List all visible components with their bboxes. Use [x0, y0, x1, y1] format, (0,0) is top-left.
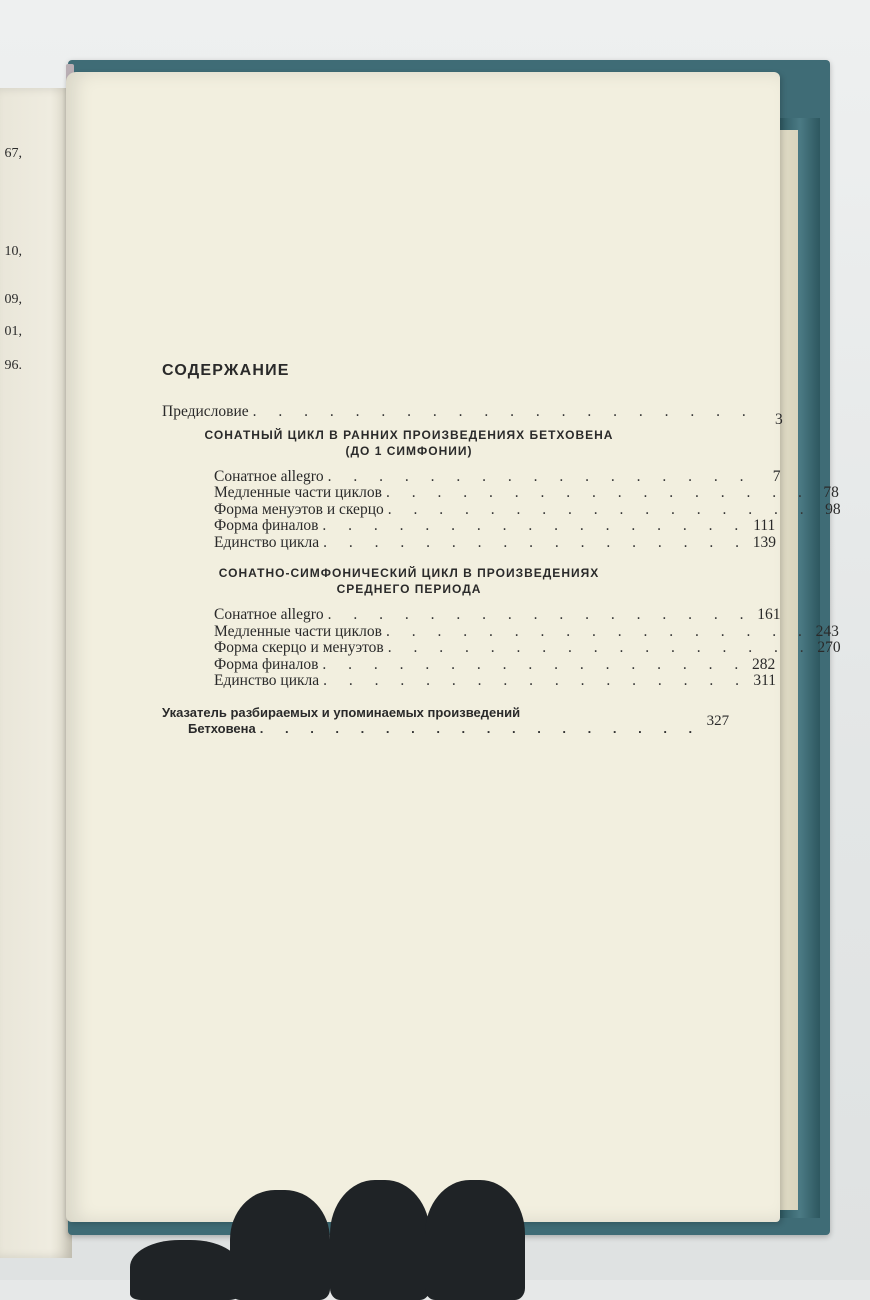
glove-finger	[425, 1180, 525, 1300]
leader-dots: . . . . . . . . . . . . . . . . .	[327, 467, 753, 485]
toc-entry-label: Форма скерцо и менуэтов	[214, 639, 384, 656]
toc-entry-label: Единство цикла	[214, 672, 320, 689]
index-title-line: Указатель разбираемых и упоминаемых произведений	[162, 704, 521, 720]
toc-entry-page: 7	[772, 467, 781, 485]
toc-entry-page: 282	[752, 655, 776, 673]
toc-entry-page: 78	[823, 484, 839, 501]
toc-entry-label: Единство цикла	[214, 533, 320, 551]
margin-number: 96.	[4, 358, 22, 373]
leader-dots: . . . . . . . . . . . . . . . . .	[385, 622, 811, 640]
toc-entry	[162, 655, 776, 674]
toc-section-middle	[162, 565, 841, 690]
section-heading	[162, 427, 656, 459]
glove-finger	[130, 1240, 240, 1300]
section-heading-line: СОНАТНО-СИМФОНИЧЕСКИЙ ЦИКЛ В ПРОИЗВЕДЕНИЯХ	[218, 566, 600, 580]
toc-entry-label: Сонатное allegro	[214, 467, 324, 485]
toc-entry-label: Форма финалов	[214, 517, 319, 534]
toc-entry-label: Предисловие	[162, 403, 249, 420]
left-facing-page	[0, 88, 72, 1258]
margin-number: 10,	[4, 244, 22, 259]
toc-entry-label: Медленные части циклов	[214, 484, 382, 501]
toc-entry	[162, 622, 839, 641]
leader-dots: . . . . . . . . . . . . . . . . . . . .	[252, 403, 755, 420]
leader-dots: . . . . . . . . . . . . . . . . .	[387, 500, 813, 518]
margin-number: 09,	[4, 292, 22, 307]
toc-entry	[162, 467, 781, 486]
table-of-contents	[162, 362, 841, 737]
section-heading	[162, 565, 656, 597]
glove-finger	[230, 1190, 330, 1300]
toc-entry	[162, 484, 839, 502]
section-heading-line: (ДО 1 СИМФОНИИ)	[345, 443, 473, 458]
toc-entry-label: Форма финалов	[214, 655, 319, 673]
toc-entry	[162, 639, 841, 657]
toc-entry-page: 161	[757, 606, 781, 623]
toc-entry-page: 311	[753, 672, 777, 689]
toc-entry-page: 98	[825, 500, 841, 518]
toc-entry-label: Бетховена	[188, 720, 256, 736]
margin-number: 01,	[4, 324, 22, 339]
toc-entry-page: 243	[815, 622, 839, 640]
toc-entry-label: Сонатное allegro	[214, 606, 324, 623]
toc-entry-preface	[162, 403, 783, 428]
leader-dots: . . . . . . . . . . . . . . . . .	[385, 484, 811, 501]
toc-title: СОДЕРЖАНИЕ	[162, 362, 290, 379]
toc-entry-page: 270	[817, 639, 841, 656]
toc-entry-label: Медленные части циклов	[214, 622, 382, 640]
toc-entry-index	[162, 704, 730, 738]
toc-entry	[162, 672, 777, 690]
toc-entry-page: 327	[706, 712, 730, 729]
section-heading-line: СОНАТНЫЙ ЦИКЛ В РАННИХ ПРОИЗВЕДЕНИЯХ БЕТХОВЕНА	[204, 427, 614, 442]
toc-entry-label: Форма менуэтов и скерцо	[214, 500, 384, 518]
toc-entry-page: 3	[775, 411, 783, 428]
toc-entry	[162, 500, 841, 519]
glove-finger	[330, 1180, 430, 1300]
leader-dots: . . . . . . . . . . . . . . . . .	[323, 672, 749, 689]
leader-dots: . . . . . . . . . . . . . . . . .	[327, 606, 753, 623]
toc-section-early	[162, 427, 841, 552]
section-heading-line: СРЕДНЕГО ПЕРИОДА	[336, 582, 482, 596]
margin-number: 67,	[4, 146, 22, 161]
toc-entry-page: 111	[753, 517, 776, 534]
leader-dots: . . . . . . . . . . . . . . . . .	[322, 517, 748, 534]
toc-entry	[162, 606, 781, 624]
toc-entry-page: 139	[752, 533, 777, 551]
leader-dots: . . . . . . . . . . . . . . . . . .	[259, 720, 702, 736]
leader-dots: . . . . . . . . . . . . . . . . .	[387, 639, 813, 656]
toc-entry	[162, 533, 777, 552]
leader-dots: . . . . . . . . . . . . . . . . .	[323, 533, 749, 551]
leader-dots: . . . . . . . . . . . . . . . . .	[322, 655, 748, 673]
toc-entry	[162, 517, 776, 535]
